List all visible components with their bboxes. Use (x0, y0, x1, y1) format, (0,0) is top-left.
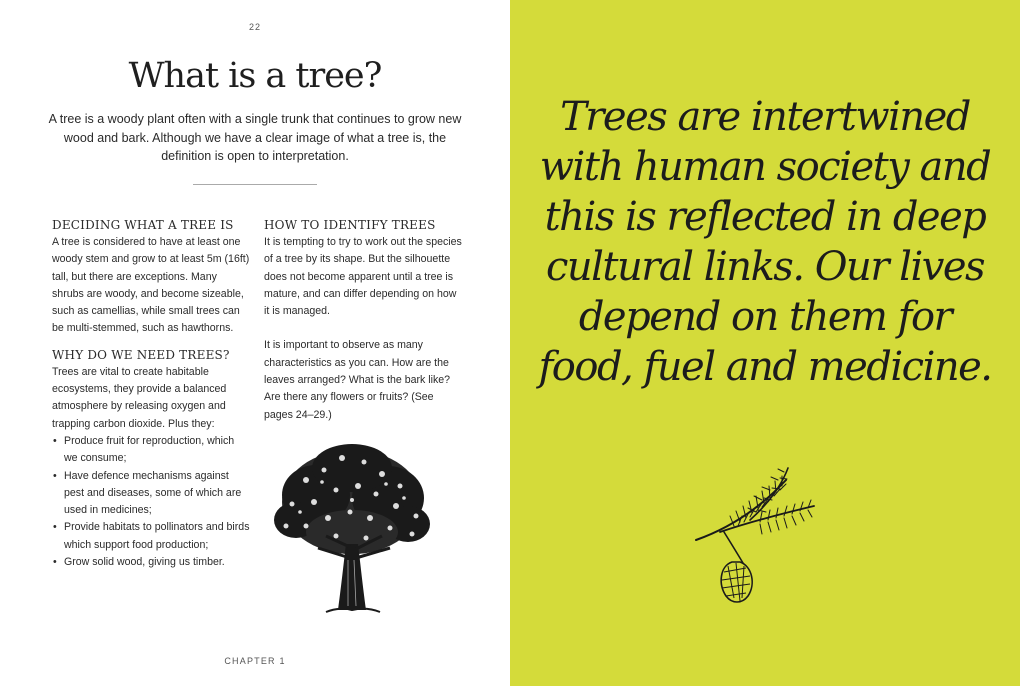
heading-deciding: DECIDING WHAT A TREE IS (52, 218, 234, 232)
oak-tree-illustration-icon (266, 440, 438, 618)
why-bullet-list (52, 433, 250, 571)
divider-rule (193, 184, 317, 185)
pull-quote: Trees are intertwined with human society and this is reflected in deep cultural links. Our lives depend on them for food, fuel and medicine. (538, 94, 992, 390)
list-item: • Grow solid wood, giving us timber. (52, 554, 250, 571)
heading-identify: HOW TO IDENTIFY TREES (264, 218, 436, 232)
deciding-body: A tree is considered to have at least one woody stem and grow to at least 5m (16ft) tall, but there are exceptions. Many shrubs are woody, and become sizeable, such as camellias, while small trees can be multi-stemmed, such as hawthorns. (52, 236, 250, 335)
heading-why: WHY DO WE NEED TREES? (52, 347, 230, 362)
list-item: • Have defence mechanisms against pest and diseases, some of which are used in medicines; (52, 468, 250, 520)
list-item: • Produce fruit for reproduction, which we consume; (52, 433, 250, 468)
list-item: • Provide habitats to pollinators and birds which support food production; (52, 519, 250, 554)
identify-body-2: It is important to observe as many characteristics as you can. How are the leaves arranged? What is the bark like? Are there any flowers or fruits? (See pages 24–29.) (264, 339, 451, 421)
pine-cone-shape (721, 562, 752, 602)
why-body: Trees are vital to create habitable ecosystems, they provide a balanced atmosphere by releasing oxygen and trapping carbon dioxide. Plus they: (52, 365, 227, 430)
identify-body-1: It is tempting to try to work out the species of a tree by its shape. But the silhouette does not become apparent until a tree is mature, and can differ depending on how it is managed. (264, 236, 462, 318)
left-column (52, 217, 250, 571)
pine-branch-cone-illustration-icon (690, 462, 820, 606)
chapter-footer: CHAPTER 1 (224, 656, 286, 666)
paragraph-spacer (264, 320, 464, 337)
page-title: What is a tree? (128, 56, 382, 96)
intro-paragraph: A tree is a woody plant often with a single trunk that continues to grow new wood and bark. Although we have a clear image of what a tree is, the definition is open to interpretation. (48, 112, 462, 163)
page-number: 22 (248, 22, 261, 32)
right-column (264, 217, 464, 424)
